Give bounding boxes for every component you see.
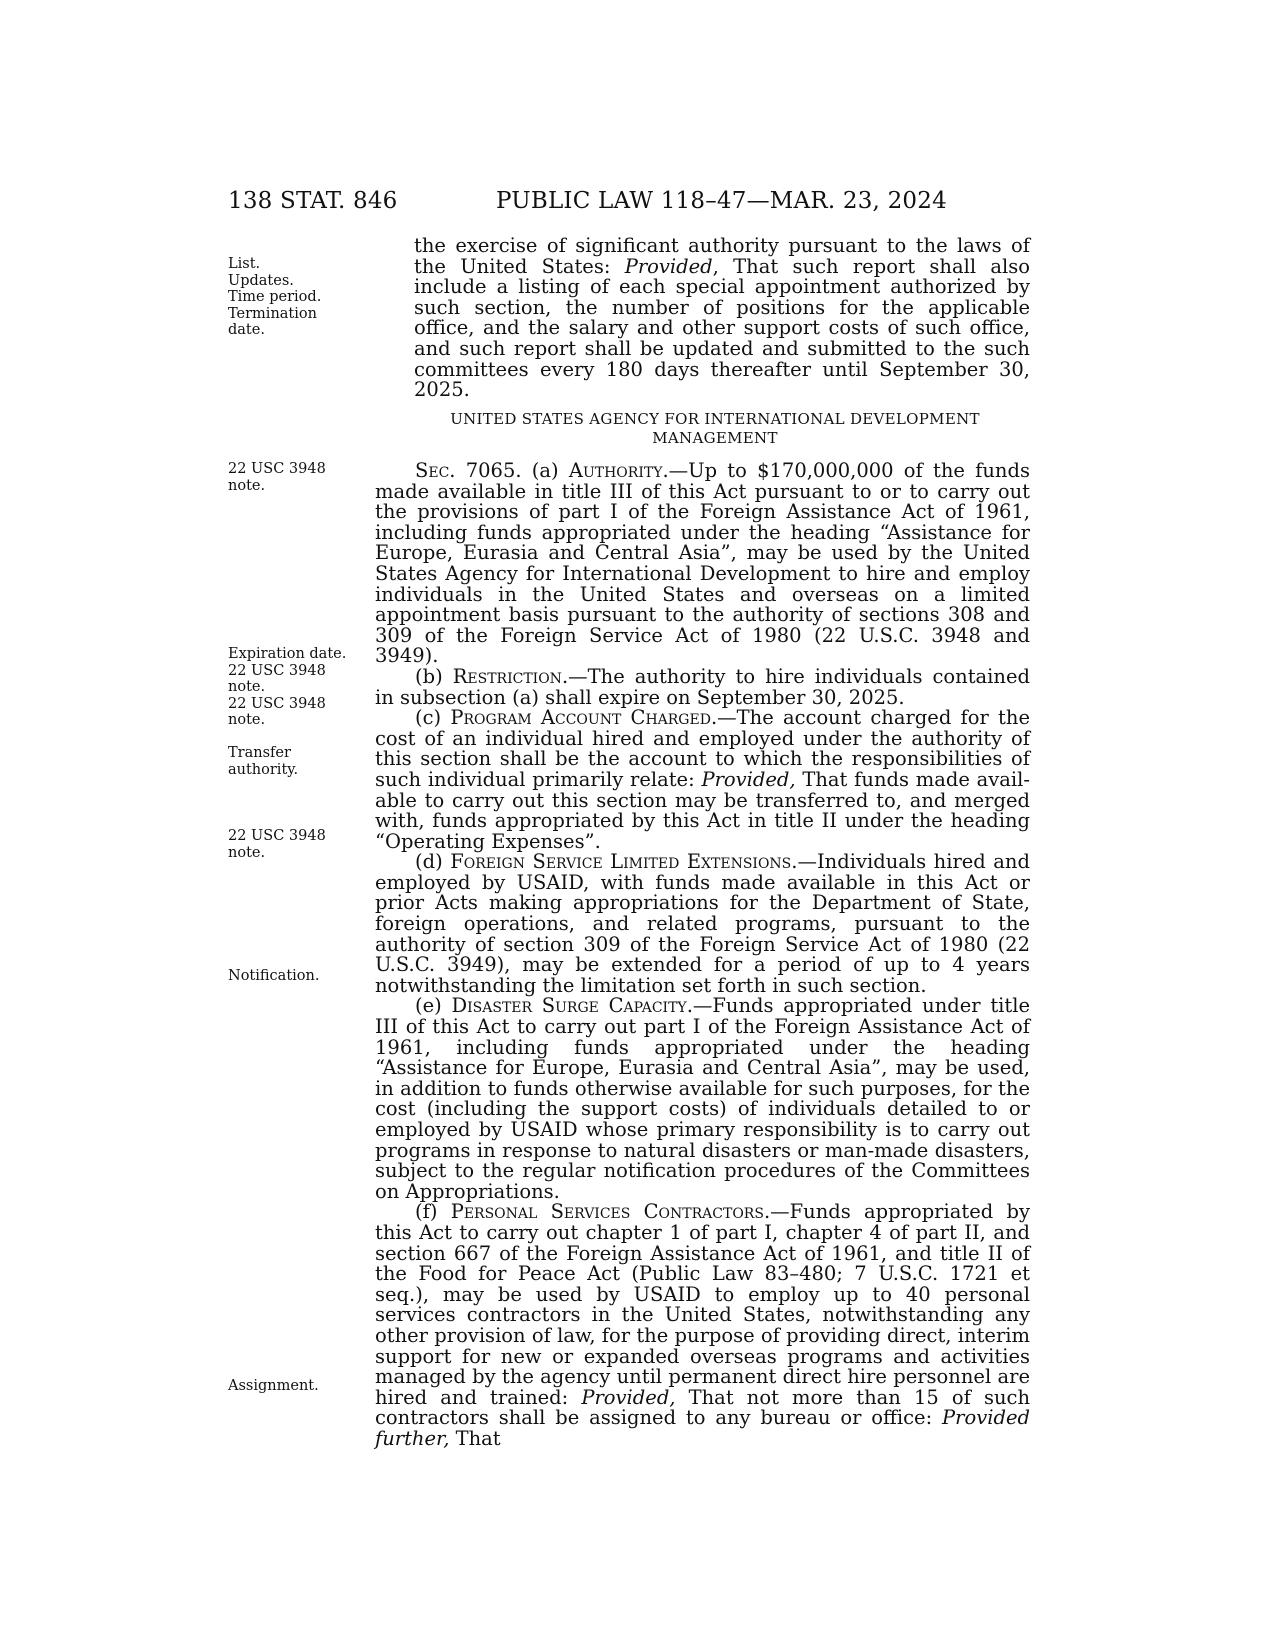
section-7065-body [375, 461, 1030, 1450]
subsection-e-title: Disaster Surge Capacity [451, 994, 687, 1018]
subsection-b-title: Restriction [452, 664, 562, 688]
margin-note-line: List. [228, 256, 261, 272]
margin-note-line: Time period. [228, 289, 322, 305]
subsection-f-title: Personal Services Contractors [450, 1200, 764, 1224]
margin-note-line: Termination [228, 305, 317, 322]
subsection-d [375, 852, 1030, 996]
margin-note-line: date. [228, 322, 265, 338]
subsection-d-text: .—Individuals hired and employed by USAID, with funds made available in this Act or prior Acts making appropriations for the Department of State, foreign operations, and related programs, pursuant to the authority of section 309 of the Foreign Service Act of 1980 (22 U.S.C. 3949), may be extended for a period of up to 4 years notwithstanding the limitation set forth in such section. [375, 850, 1030, 997]
subsection-f-text-2: That not more than 15 of such contractors shall be assigned to any bureau or office: [375, 1385, 1031, 1430]
margin-note-line: 22 USC 3948 [228, 461, 326, 477]
subsection-a-lead: 7065. (a) [455, 459, 569, 482]
subsection-f-text-3: That [449, 1426, 501, 1450]
subsection-b [375, 664, 1030, 709]
subsection-a [375, 461, 1030, 667]
margin-note-line: Notification. [228, 968, 320, 984]
margin-note-expiration [228, 646, 368, 729]
margin-note-line: 22 USC 3948 [228, 828, 326, 844]
margin-note-notification [228, 968, 368, 985]
subsection-c-provided: Provided, [701, 767, 796, 791]
subsection-f-provided-further: Provided further, [375, 1406, 1030, 1450]
subsection-a-title: Authority [568, 459, 663, 482]
subsection-f-provided: Provided, [581, 1385, 676, 1409]
margin-note-line: authority. [228, 761, 299, 778]
subsection-b-lead: (b) [415, 664, 453, 688]
margin-note-line: note. [228, 679, 266, 695]
subsection-d-title: Foreign Service Limited Extensions [450, 850, 792, 874]
intro-text-1: the exercise of significant authority pursuant to the laws of the United States: [414, 234, 1030, 278]
margin-note-list-updates [228, 256, 368, 339]
sec-label: Sec. [415, 459, 456, 482]
margin-note-usc-d [228, 828, 368, 861]
margin-note-assignment [228, 1378, 368, 1395]
section-heading-line1: UNITED STATES AGENCY FOR INTERNATIONAL DEVELOPMENT [450, 410, 980, 428]
margin-note-line: Assignment. [228, 1378, 319, 1394]
margin-note-transfer [228, 745, 368, 778]
subsection-d-lead: (d) [415, 850, 451, 874]
intro-provided: Provided [624, 254, 713, 278]
subsection-f-lead: (f) [415, 1200, 451, 1224]
law-title-header: PUBLIC LAW 118–47—MAR. 23, 2024 [496, 188, 947, 214]
margin-note-usc-7065 [228, 461, 368, 494]
stat-page-number: 138 STAT. 846 [228, 188, 398, 214]
margin-note-line: Updates. [228, 272, 294, 289]
margin-note-line: 22 USC 3948 [228, 695, 326, 712]
subsection-e-text: .—Funds appropriated under title III of this Act to carry out part I of the Foreign Assistance Act of 1961, including funds appropriated under the heading “Assistance for Europe, Eurasia and Central Asia”, may be used, in addition to funds otherwise available for such purposes, for the cost (including the support costs) of individuals detailed to or employed by USAID whose primary responsibility is to carry out programs in response to natural disasters or man-made disasters, subject to the regular notification procedures of the Committees on Appropriations. [375, 994, 1030, 1203]
subsection-c-lead: (c) [415, 706, 451, 730]
subsection-c [375, 708, 1030, 852]
subsection-c-text-2: That funds made available to carry out this section may be transferred to, and merged with, funds appropriated by this Act in title II under the heading “Operating Expenses”. [375, 767, 1031, 853]
section-heading-line2: MANAGEMENT [652, 429, 778, 447]
margin-note-line: Expiration date. [228, 646, 347, 662]
subsection-e-lead: (e) [415, 994, 452, 1018]
intro-text-2: , That such report shall also include a listing of each special appointment authorized by such section, the number of positions for the applicable office, and the salary and other support costs of such office, and such report shall be updated and submitted to the such committees every 180 days thereafter until September 30, 2025. [414, 254, 1030, 402]
subsection-c-title: Program Account Charged [450, 706, 711, 730]
subsection-f [375, 1202, 1030, 1449]
margin-note-line: Transfer [228, 745, 291, 761]
intro-paragraph [414, 236, 1030, 401]
subsection-b-text: .—The authority to hire individuals contained in subsection (a) shall expire on September 30, 2025. [375, 664, 1030, 709]
subsection-a-text: .—Up to $170,000,000 of the funds made available in title III of this Act pursuant to or to carry out the provisions of part I of the Foreign Assistance Act of 1961, including funds appropriated under the heading “Assistance for Europe, Eurasia and Central Asia”, may be used by the United States Agency for International Development to hire and employ individuals in the United States and overseas on a limited appointment basis pursuant to the authority of sections 308 and 309 of the Foreign Service Act of 1980 (22 U.S.C. 3948 and 3949). [375, 459, 1030, 668]
subsection-f-text-1: .—Funds appropriated by this Act to carry out chapter 1 of part I, chapter 4 of part II, and section 667 of the Foreign Assistance Act of 1961, and title II of the Food for Peace Act (Public Law 83–480; 7 U.S.C. 1721 et seq.), may be used by USAID to employ up to 40 personal services contractors in the United States, notwithstanding any other provision of law, for the purpose of providing direct, interim support for new or expanded overseas programs and activities managed by the agency until permanent direct hire personnel are hired and trained: [375, 1200, 1030, 1409]
subsection-e [375, 996, 1030, 1202]
margin-note-line: note. [228, 712, 266, 728]
section-heading [400, 410, 1030, 448]
subsection-c-text-1: .—The account charged for the cost of an individual hired and employed under the authority of this section shall be the account to which the responsibilities of such individual primarily relate: [375, 706, 1030, 791]
margin-note-line: note. [228, 844, 266, 861]
margin-note-line: 22 USC 3948 [228, 662, 326, 679]
margin-note-line: note. [228, 477, 266, 494]
